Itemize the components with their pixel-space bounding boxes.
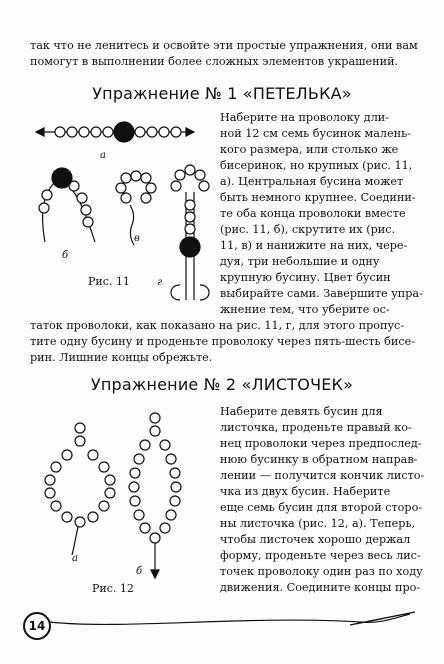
ex1-full-line: таток проволоки, как показано на рис. 11, г, для этого пропус- (30, 319, 405, 332)
intro-line-2: помогут в выполнении более сложных элементов украшений. (30, 55, 399, 68)
fig11-label-g: г (157, 277, 163, 288)
needle-icon (350, 612, 415, 625)
fig12-label-a: а (72, 553, 78, 564)
ex2-text-line: чтобы листочек хорошо держал (220, 533, 411, 546)
fig11g-loop (171, 165, 209, 191)
fig12a-ring-beads (45, 423, 115, 527)
ex1-text-line: бисеринок, но крупных (рис. 11, (220, 159, 413, 172)
fig11a-central-bead (114, 122, 134, 142)
fig12b-leaf-beads (129, 413, 181, 543)
figure-11-caption: Рис. 11 (88, 275, 130, 288)
fig11g-beads-on-wire (180, 200, 200, 257)
fig11-label-a: а (100, 150, 106, 161)
ex2-text-line: ны листочка (рис. 12, а). Теперь, (220, 517, 416, 530)
figure-12-caption: Рис. 12 (92, 582, 134, 595)
intro-line-1: так что не ленитесь и освойте эти простые упражнения, они вам (30, 39, 418, 52)
ex2-text-line: листочка, проденьте правый ко- (220, 421, 412, 434)
ex2-text-line: движения. Соедините концы про- (220, 581, 421, 594)
ex1-text-line: быть немного крупнее. Соедини- (220, 191, 416, 204)
ex1-text-line: ной 12 см семь бусинок малень- (220, 127, 411, 140)
ex1-text-line: дуя, три небольшие и одну (220, 255, 380, 268)
ex1-text-line: выбирайте сами. Завершите упра- (220, 287, 423, 300)
fig12a-wire-end (72, 527, 78, 555)
ex2-text-line: точек проволоку один раз по ходу (220, 565, 423, 578)
fig11v-loop (116, 171, 156, 203)
ex1-full-line: рин. Лишние концы обрежьте. (30, 351, 213, 364)
fig12b-arrow (151, 570, 159, 578)
ex1-full-line: тите одну бусину и проденьте проволоку через пять-шесть бисе- (30, 335, 416, 348)
ex1-text-line: кого размера, или столько же (220, 143, 399, 156)
ex2-text-line: лении — получится кончик листо- (220, 469, 425, 482)
exercise-1-title: Упражнение № 1 «ПЕТЕЛЬКА» (92, 84, 352, 103)
ex1-text-line: (рис. 11, б), скрутите их (рис. (220, 223, 396, 236)
fig12-label-b: б (136, 566, 143, 577)
ex1-text-line: жнение тем, что уберите ос- (220, 303, 390, 316)
ex1-text-line: 11, в) и нанижите на них, чере- (220, 239, 408, 252)
ex1-text-line: Наберите на проволоку дли- (220, 111, 390, 124)
ex2-text-line: форму, проденьте через весь лис- (220, 549, 421, 562)
fig11b-central-bead (52, 168, 72, 188)
ex2-text-line: чка из двух бусин. Наберите (220, 485, 391, 498)
fig11a-arrow-left (36, 128, 44, 136)
fig11a-arrow-right (186, 128, 194, 136)
fig11-label-v: в (134, 233, 140, 244)
ex2-text-line: Наберите девять бусин для (220, 405, 383, 418)
exercise-2-title: Упражнение № 2 «ЛИСТОЧЕК» (90, 375, 354, 394)
fig11b-beads (39, 168, 93, 227)
ex1-text-line: а). Центральная бусина может (220, 175, 404, 188)
footer-thread-line (50, 614, 410, 624)
ex2-text-line: нюю бусинку в обратном направ- (220, 453, 418, 466)
fig11-label-b: б (62, 250, 69, 261)
fig11a-beads (55, 122, 181, 142)
fig11v-twisted-wire (130, 205, 134, 245)
fig11g-wire-ends (171, 285, 209, 300)
page-number: 14 (23, 612, 51, 640)
ex1-text-line: крупную бусину. Цвет бусин (220, 271, 391, 284)
ex2-text-line: нец проволоки через предпослед- (220, 437, 422, 450)
ex1-text-line: те оба конца проволоки вместе (220, 207, 406, 220)
ex2-text-line: еще семь бусин для второй сторо- (220, 501, 423, 514)
